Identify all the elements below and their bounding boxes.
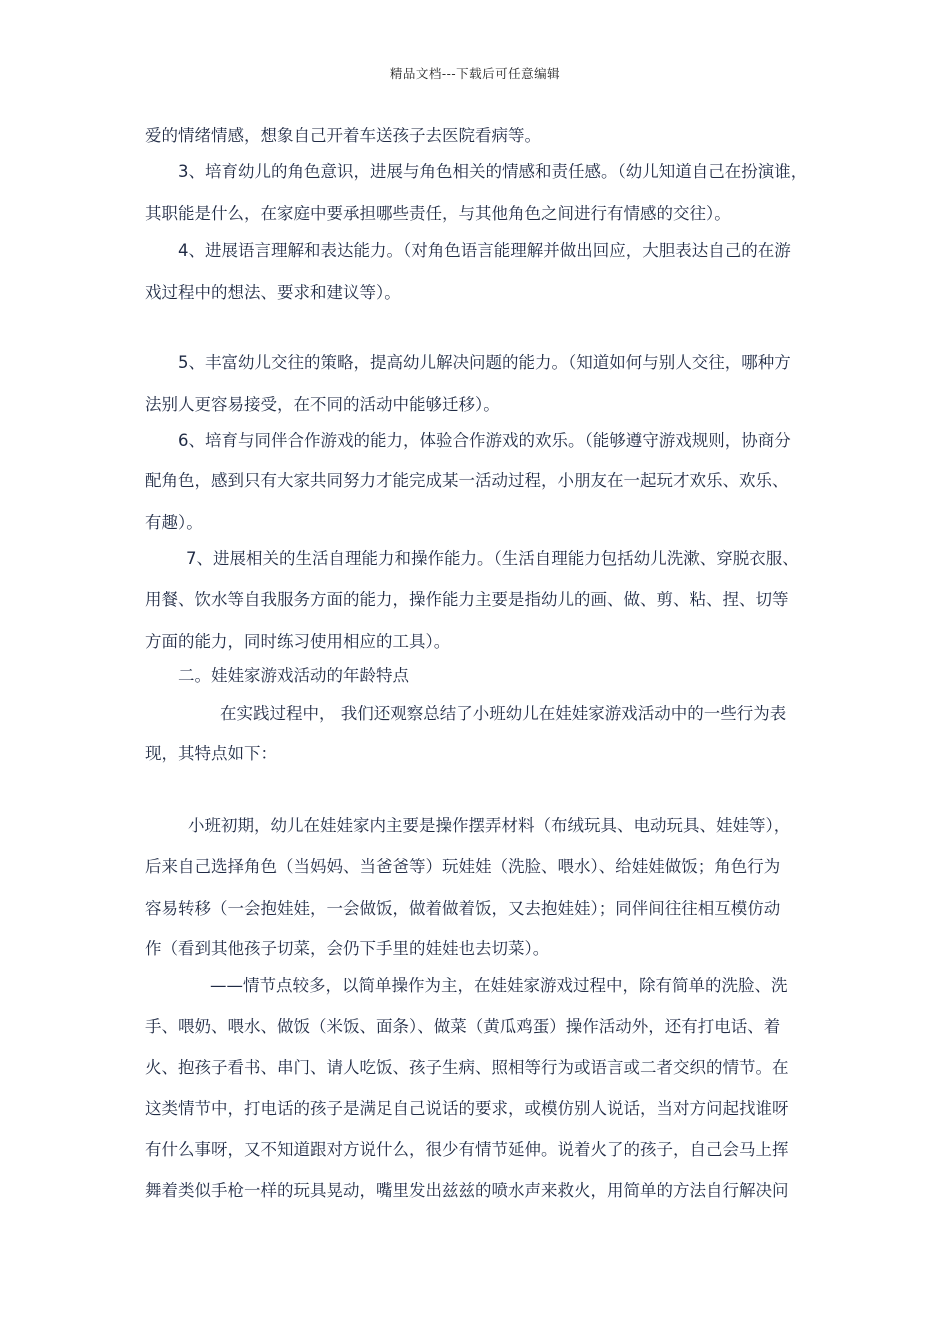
text-line: 戏过程中的想法、要求和建议等）。	[145, 283, 401, 302]
text-line: 舞着类似手枪一样的玩具晃动，嘴里发出兹兹的喷水声来救火，用简单的方法自行解决问	[145, 1181, 789, 1200]
text-line: 配角色，感到只有大家共同努力才能完成某一活动过程，小朋友在一起玩才欢乐、欢乐、	[145, 471, 789, 490]
text-line: 手、喂奶、喂水、做饭（米饭、面条）、做菜（黄瓜鸡蛋）操作活动外，还有打电话、着	[145, 1017, 781, 1036]
text-line: 5、丰富幼儿交往的策略，提高幼儿解决问题的能力。（知道如何与别人交往，哪种方	[178, 353, 791, 372]
text-line: ——情节点较多，以简单操作为主，在娃娃家游戏过程中，除有简单的洗脸、洗	[210, 976, 788, 995]
text-line: 火、抱孩子看书、串门、请人吃饭、孩子生病、照相等行为或语言或二者交织的情节。在	[145, 1058, 789, 1077]
text-line: 3、培育幼儿的角色意识，进展与角色相关的情感和责任感。（幼儿知道自己在扮演谁，	[178, 162, 808, 181]
text-line: 有趣）。	[145, 513, 203, 532]
page-header: 精品文档---下载后可任意编辑	[389, 66, 561, 81]
text-line: 用餐、饮水等自我服务方面的能力，操作能力主要是指幼儿的画、做、剪、粘、捏、切等	[145, 590, 789, 609]
section-heading: 二。娃娃家游戏活动的年龄特点	[178, 666, 409, 685]
text-line: 后来自己选择角色（当妈妈、当爸爸等）玩娃娃（洗脸、喂水）、给娃娃做饭；角色行为	[145, 857, 781, 876]
text-line: 容易转移（一会抱娃娃，一会做饭，做着做着饭，又去抱娃娃）；同伴间往往相互模仿动	[145, 899, 781, 918]
text-line: 7、进展相关的生活自理能力和操作能力。（生活自理能力包括幼儿洗漱、穿脱衣服、	[186, 549, 799, 568]
text-line: 有什么事呀，又不知道跟对方说什么，很少有情节延伸。说着火了的孩子，自己会马上挥	[145, 1140, 789, 1159]
text-line: 法别人更容易接受，在不同的活动中能够迁移）。	[145, 395, 500, 414]
text-line: 小班初期，幼儿在娃娃家内主要是操作摆弄材料（布绒玩具、电动玩具、娃娃等），	[188, 816, 791, 835]
text-line: 现，其特点如下：	[145, 744, 277, 763]
text-line: 在实践过程中， 我们还观察总结了小班幼儿在娃娃家游戏活动中的一些行为表	[220, 704, 787, 723]
text-line: 其职能是什么，在家庭中要承担哪些责任，与其他角色之间进行有情感的交往）。	[145, 204, 731, 223]
text-line: 6、培育与同伴合作游戏的能力，体验合作游戏的欢乐。（能够遵守游戏规则，协商分	[178, 431, 791, 450]
text-line: 这类情节中，打电话的孩子是满足自己说话的要求，或模仿别人说话，当对方问起找谁呀	[145, 1099, 789, 1118]
text-line: 4、进展语言理解和表达能力。（对角色语言能理解并做出回应，大胆表达自己的在游	[178, 241, 791, 260]
text-line: 爱的情绪情感，想象自己开着车送孩子去医院看病等。	[145, 126, 541, 145]
text-line: 方面的能力，同时练习使用相应的工具）。	[145, 632, 451, 651]
text-line: 作（看到其他孩子切菜，会仍下手里的娃娃也去切菜）。	[145, 939, 550, 958]
